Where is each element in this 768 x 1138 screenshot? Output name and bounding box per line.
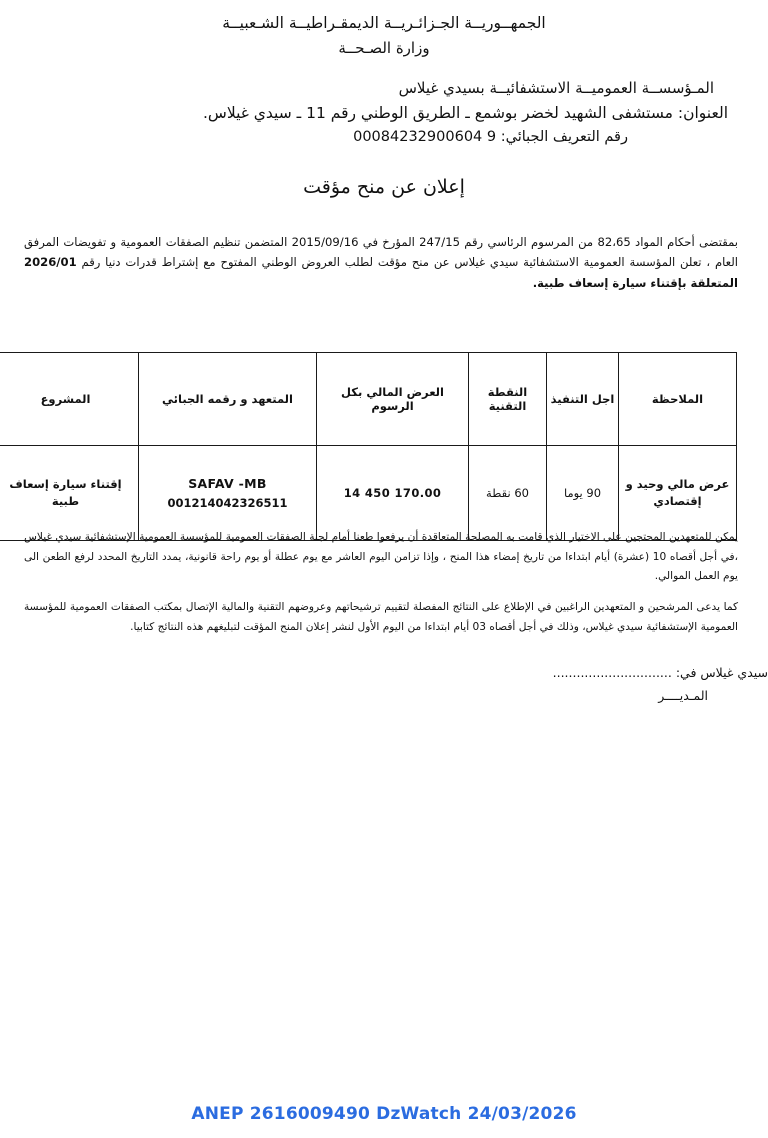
table-header-row [0, 353, 737, 446]
nif-value: 00084232900604 9 [353, 129, 497, 146]
signature-date-blank: .............................. [552, 665, 672, 680]
establishment-address: العنوان: مستشفى الشهيد لخضر بوشمع ـ الطريق الوطني رقم 11 ـ سيدي غيلاس. [202, 103, 728, 122]
consultation-paragraph: كما يدعى المرشحين و المتعهدين الراغبين في الإطلاع على النتائج المفصلة لتقييم ترشيحاتهم وعروضهم التقنية والمالية الإتصال بمكتب الصفقات العمومية للمؤسسة العمومية الإستشفائية سيدي غيلاس، وذلك في أجل أقصاه 03 أيام ابتداءا من اليوم الأول لنشر إعلان المنح المؤقت لتبليغهم هذه النتائج كتابيا. [24, 601, 738, 633]
establishment-nif [30, 126, 738, 150]
republic-line: الجمهــوريــة الجـزائـريــة الديمقـراطيــة الشـعبيــة [222, 14, 546, 32]
bidder-nif: 001214042326511 [167, 495, 288, 510]
intro-paragraph [24, 232, 738, 293]
column-header-bidder: المتعهد و رقمه الجبائي [139, 353, 317, 446]
page-title: إعلان عن منح مؤقت [303, 175, 465, 198]
anep-footer: ANEP 2616009490 DzWatch 24/03/2026 [191, 1104, 577, 1124]
cell-technical-points: 60 نقطة [469, 446, 547, 541]
appeal-paragraph: يمكن للمتعهدين المحتجين على الاختيار الذي قامت به المصلحة المتعاقدة أن يرفعوا طعنا أمام لجنة الصفقات العمومية للمؤسسة العمومية الإستشفائية سيدي غيلاس ،في أجل أقصاه 10 (عشرة) أيام ابتداءا من تاريخ إمضاء هذا المنح ، وإذا تزامن اليوم العاشر مع يوم عطلة أو يوم راحة قانونية، يمدد التاريخ المحدد لرفع الطعن الى يوم العمل الموالي. [24, 531, 739, 583]
signature-place-label: سيدي غيلاس في: [675, 665, 768, 680]
cell-deadline: 90 يوما [547, 446, 619, 541]
establishment-name: المـؤسســة العموميــة الاستشفائيــة بسيدي غيلاس [398, 78, 714, 97]
signature-block [0, 662, 768, 707]
column-header-note: الملاحظة [619, 353, 737, 446]
cell-bidder [139, 446, 317, 541]
nif-label: رقم التعريف الجبائي: [500, 129, 628, 146]
column-header-deadline: اجل التنفيذ [547, 353, 619, 446]
intro-bold-tail: 2026/01 المتعلقة بإقتناء سيارة إسعاف طبية. [24, 255, 738, 290]
national-header [0, 0, 768, 60]
column-header-project: المشروع [0, 353, 139, 446]
establishment-block [0, 76, 768, 150]
cell-project: إقتناء سيارة إسعاف طبية [0, 446, 139, 541]
intro-text: بمقتضى أحكام المواد 82،65 من المرسوم الرئاسي رقم 247/15 المؤرخ في 2015/09/16 المتضمن تنظيم الصفقات العمومية و تفويضات المرفق العام ، تعلن المؤسسة العمومية الاستشفائية سيدي غيلاس عن منح مؤقت لطلب العروض الوطني المفتوح مع إشتراط قدرات دنيا رقم [24, 234, 739, 270]
column-header-amount: العرض المالي بكل الرسوم [317, 353, 469, 446]
cell-amount: 14 450 170.00 [317, 446, 469, 541]
signature-role: المـديــــر [658, 688, 708, 704]
bidder-name: SAFAV -MB [188, 475, 267, 491]
column-header-technical-points: النقطة التقنية [469, 353, 547, 446]
table-row [0, 446, 737, 541]
ministry-line: وزارة الصـحــة [338, 39, 430, 58]
award-table [0, 352, 737, 541]
cell-note: عرض مالي وحيد و إقتصادي [619, 446, 737, 541]
